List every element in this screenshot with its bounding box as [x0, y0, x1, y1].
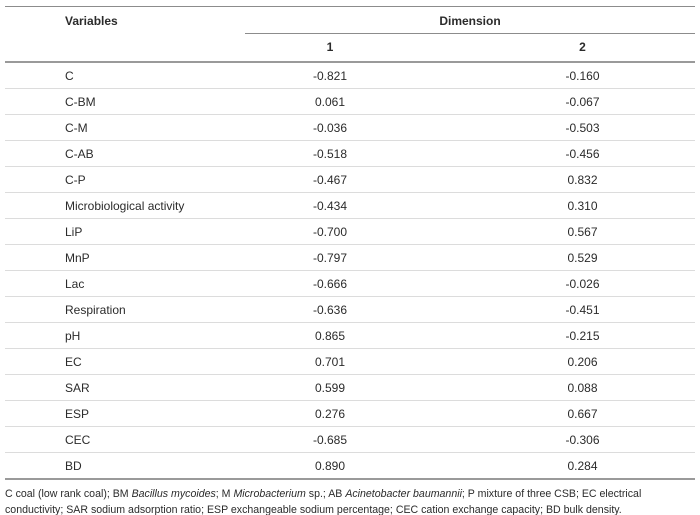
- variable-name: C-AB: [5, 141, 245, 167]
- dimension-2-value: -0.306: [470, 427, 695, 453]
- table-row: [5, 115, 695, 141]
- footnote-segment: C coal (low rank coal); BM: [5, 488, 132, 500]
- dimension-1-value: -0.700: [245, 219, 470, 245]
- table-row: [5, 245, 695, 271]
- header-spacer: [5, 34, 245, 63]
- footnote: [5, 487, 695, 515]
- variable-name: SAR: [5, 375, 245, 401]
- variable-name: BD: [5, 453, 245, 480]
- dimension-1-value: -0.434: [245, 193, 470, 219]
- variables-column-header: Variables: [65, 14, 118, 29]
- dimension-1-value: 0.701: [245, 349, 470, 375]
- table-row: [5, 62, 695, 89]
- footnote-segment-species: Acinetobacter baumannii: [345, 488, 462, 500]
- variable-name: Microbiological activity: [5, 193, 245, 219]
- dimension-1-value: -0.467: [245, 167, 470, 193]
- dimension-1-value: 0.276: [245, 401, 470, 427]
- table-row: [5, 323, 695, 349]
- dimension-2-value: -0.456: [470, 141, 695, 167]
- dimension-2-value: 0.284: [470, 453, 695, 480]
- dimension-1-value: 0.599: [245, 375, 470, 401]
- dimension-group-header: Dimension: [245, 7, 695, 34]
- dimension-1-value: 0.890: [245, 453, 470, 480]
- dimension-2-value: -0.026: [470, 271, 695, 297]
- variable-name: pH: [5, 323, 245, 349]
- table-row: [5, 349, 695, 375]
- variable-name: ESP: [5, 401, 245, 427]
- variable-name: Respiration: [5, 297, 245, 323]
- dimension-1-value: 0.865: [245, 323, 470, 349]
- dimension-2-value: -0.215: [470, 323, 695, 349]
- variable-name: CEC: [5, 427, 245, 453]
- variable-name: LiP: [5, 219, 245, 245]
- footnote-segment: sp.; AB: [305, 488, 346, 500]
- variable-name: C-M: [5, 115, 245, 141]
- table-row: [5, 167, 695, 193]
- dimension-1-value: -0.821: [245, 62, 470, 89]
- dimension-2-value: -0.451: [470, 297, 695, 323]
- dimension-1-value: -0.666: [245, 271, 470, 297]
- variable-name: C: [5, 62, 245, 89]
- dimension-2-value: 0.567: [470, 219, 695, 245]
- correlation-table: [5, 6, 695, 480]
- dimension-2-column-header: 2: [470, 34, 695, 63]
- table-row: [5, 193, 695, 219]
- table-row: [5, 375, 695, 401]
- dimension-2-value: 0.088: [470, 375, 695, 401]
- table-row: [5, 427, 695, 453]
- dimension-1-value: -0.797: [245, 245, 470, 271]
- table-header-row: [5, 7, 695, 34]
- table-row: [5, 141, 695, 167]
- footnote-segment: ; M: [215, 488, 234, 500]
- variable-name: C-BM: [5, 89, 245, 115]
- table-row: [5, 89, 695, 115]
- footnote-segment-species: Microbacterium: [233, 488, 306, 500]
- dimension-1-value: 0.061: [245, 89, 470, 115]
- dimension-2-value: 0.667: [470, 401, 695, 427]
- dimension-1-value: -0.518: [245, 141, 470, 167]
- dimension-2-value: -0.160: [470, 62, 695, 89]
- variable-name: Lac: [5, 271, 245, 297]
- variable-name: C-P: [5, 167, 245, 193]
- dimension-1-column-header: 1: [245, 34, 470, 63]
- dimension-2-value: 0.206: [470, 349, 695, 375]
- dimension-1-value: -0.685: [245, 427, 470, 453]
- table-row: [5, 271, 695, 297]
- dimension-2-value: 0.832: [470, 167, 695, 193]
- table-subheader-row: [5, 34, 695, 63]
- variable-name: EC: [5, 349, 245, 375]
- table-row: [5, 453, 695, 480]
- dimension-2-value: 0.529: [470, 245, 695, 271]
- table-row: [5, 219, 695, 245]
- dimension-1-value: -0.036: [245, 115, 470, 141]
- table-row: [5, 297, 695, 323]
- footnote-segment-species: Bacillus mycoides: [131, 488, 216, 500]
- dimension-2-value: 0.310: [470, 193, 695, 219]
- footnote-segment: ; P mixture of three CSB; EC electrical conductivity; SAR sodium adsorption ratio; ESP exchangeable sodium percentage; CEC cation exchange capacity; BD bulk density.: [5, 488, 642, 515]
- dimension-2-value: -0.067: [470, 89, 695, 115]
- dimension-1-value: -0.636: [245, 297, 470, 323]
- variable-name: MnP: [5, 245, 245, 271]
- table-row: [5, 401, 695, 427]
- dimension-2-value: -0.503: [470, 115, 695, 141]
